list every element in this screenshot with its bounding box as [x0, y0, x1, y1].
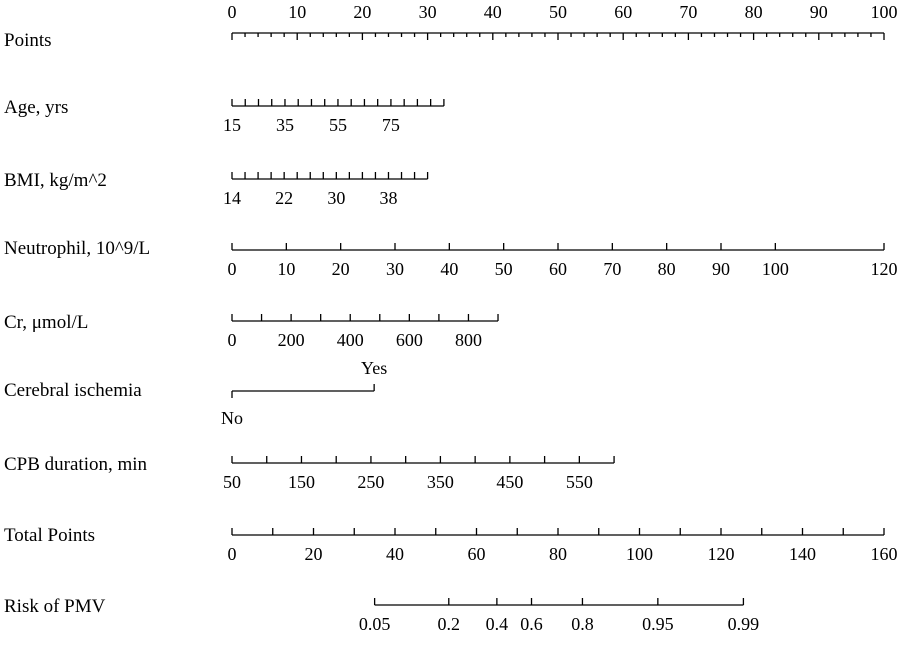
level-label-yes: Yes [361, 358, 388, 378]
row-label-neutrophil-10-9-l: Neutrophil, 10^9/L [4, 238, 151, 259]
tick-label-neutrophil-10-9-l: 100 [761, 259, 789, 279]
tick-label-neutrophil-10-9-l: 70 [603, 259, 622, 279]
tick-label-neutrophil-10-9-l: 120 [870, 259, 898, 279]
tick-label-neutrophil-10-9-l: 40 [440, 259, 459, 279]
tick-label-cr-mol-l: 400 [336, 330, 364, 350]
tick-label-cpb-duration-min: 50 [223, 472, 241, 492]
tick-label-risk-of-pmv: 0.05 [358, 614, 391, 634]
tick-label-neutrophil-10-9-l: 90 [712, 259, 730, 279]
row-label-cr-mol-l: Cr, μmol/L [4, 312, 89, 333]
tick-label-bmi-kg-m-2: 14 [223, 188, 241, 208]
tick-label-total-points: 140 [789, 544, 816, 564]
tick-label-points: 20 [353, 2, 372, 22]
tick-label-cpb-duration-min: 450 [496, 472, 524, 492]
tick-label-neutrophil-10-9-l: 30 [386, 259, 404, 279]
tick-label-risk-of-pmv: 0.99 [727, 614, 760, 634]
row-label-points: Points [4, 30, 52, 51]
tick-label-total-points: 120 [707, 544, 735, 564]
row-label-cerebral-ischemia: Cerebral ischemia [4, 380, 142, 401]
tick-label-neutrophil-10-9-l: 0 [227, 259, 237, 279]
tick-label-bmi-kg-m-2: 38 [379, 188, 398, 208]
tick-label-total-points: 160 [870, 544, 898, 564]
tick-label-points: 30 [418, 2, 437, 22]
tick-label-neutrophil-10-9-l: 60 [549, 259, 567, 279]
tick-label-points: 40 [483, 2, 502, 22]
tick-label-age-yrs: 15 [223, 115, 241, 135]
tick-label-bmi-kg-m-2: 30 [327, 188, 346, 208]
tick-label-neutrophil-10-9-l: 10 [277, 259, 296, 279]
tick-label-cr-mol-l: 0 [227, 330, 237, 350]
tick-label-age-yrs: 75 [381, 115, 400, 135]
tick-label-total-points: 40 [386, 544, 404, 564]
tick-label-total-points: 0 [227, 544, 237, 564]
tick-label-risk-of-pmv: 0.6 [520, 614, 543, 634]
level-label-no: No [221, 408, 243, 428]
tick-label-risk-of-pmv: 0.8 [571, 614, 594, 634]
tick-label-cpb-duration-min: 550 [565, 472, 593, 492]
tick-label-points: 50 [549, 2, 567, 22]
tick-label-neutrophil-10-9-l: 80 [657, 259, 676, 279]
tick-label-age-yrs: 55 [328, 115, 347, 135]
row-label-age-yrs: Age, yrs [4, 97, 69, 118]
tick-label-age-yrs: 35 [275, 115, 294, 135]
tick-label-bmi-kg-m-2: 22 [275, 188, 294, 208]
tick-label-neutrophil-10-9-l: 20 [331, 259, 350, 279]
tick-label-risk-of-pmv: 0.4 [485, 614, 509, 634]
row-label-cpb-duration-min: CPB duration, min [4, 454, 148, 475]
tick-label-cr-mol-l: 800 [454, 330, 482, 350]
tick-label-risk-of-pmv: 0.2 [437, 614, 461, 634]
tick-label-cr-mol-l: 600 [395, 330, 423, 350]
tick-label-total-points: 60 [467, 544, 486, 564]
tick-label-total-points: 80 [549, 544, 567, 564]
tick-label-cpb-duration-min: 350 [426, 472, 454, 492]
tick-label-points: 80 [744, 2, 763, 22]
tick-label-points: 70 [679, 2, 698, 22]
tick-label-neutrophil-10-9-l: 50 [494, 259, 513, 279]
row-label-bmi-kg-m-2: BMI, kg/m^2 [4, 170, 107, 191]
tick-label-points: 60 [614, 2, 633, 22]
tick-label-risk-of-pmv: 0.95 [642, 614, 674, 634]
tick-label-total-points: 100 [626, 544, 653, 564]
tick-label-points: 90 [809, 2, 828, 22]
tick-label-points: 100 [870, 2, 898, 22]
row-label-risk-of-pmv: Risk of PMV [4, 596, 106, 617]
tick-label-cr-mol-l: 200 [277, 330, 305, 350]
tick-label-points: 0 [227, 2, 237, 22]
tick-label-cpb-duration-min: 150 [287, 472, 315, 492]
tick-label-cpb-duration-min: 250 [357, 472, 385, 492]
tick-label-points: 10 [288, 2, 307, 22]
tick-label-total-points: 20 [304, 544, 323, 564]
row-label-total-points: Total Points [4, 525, 96, 546]
